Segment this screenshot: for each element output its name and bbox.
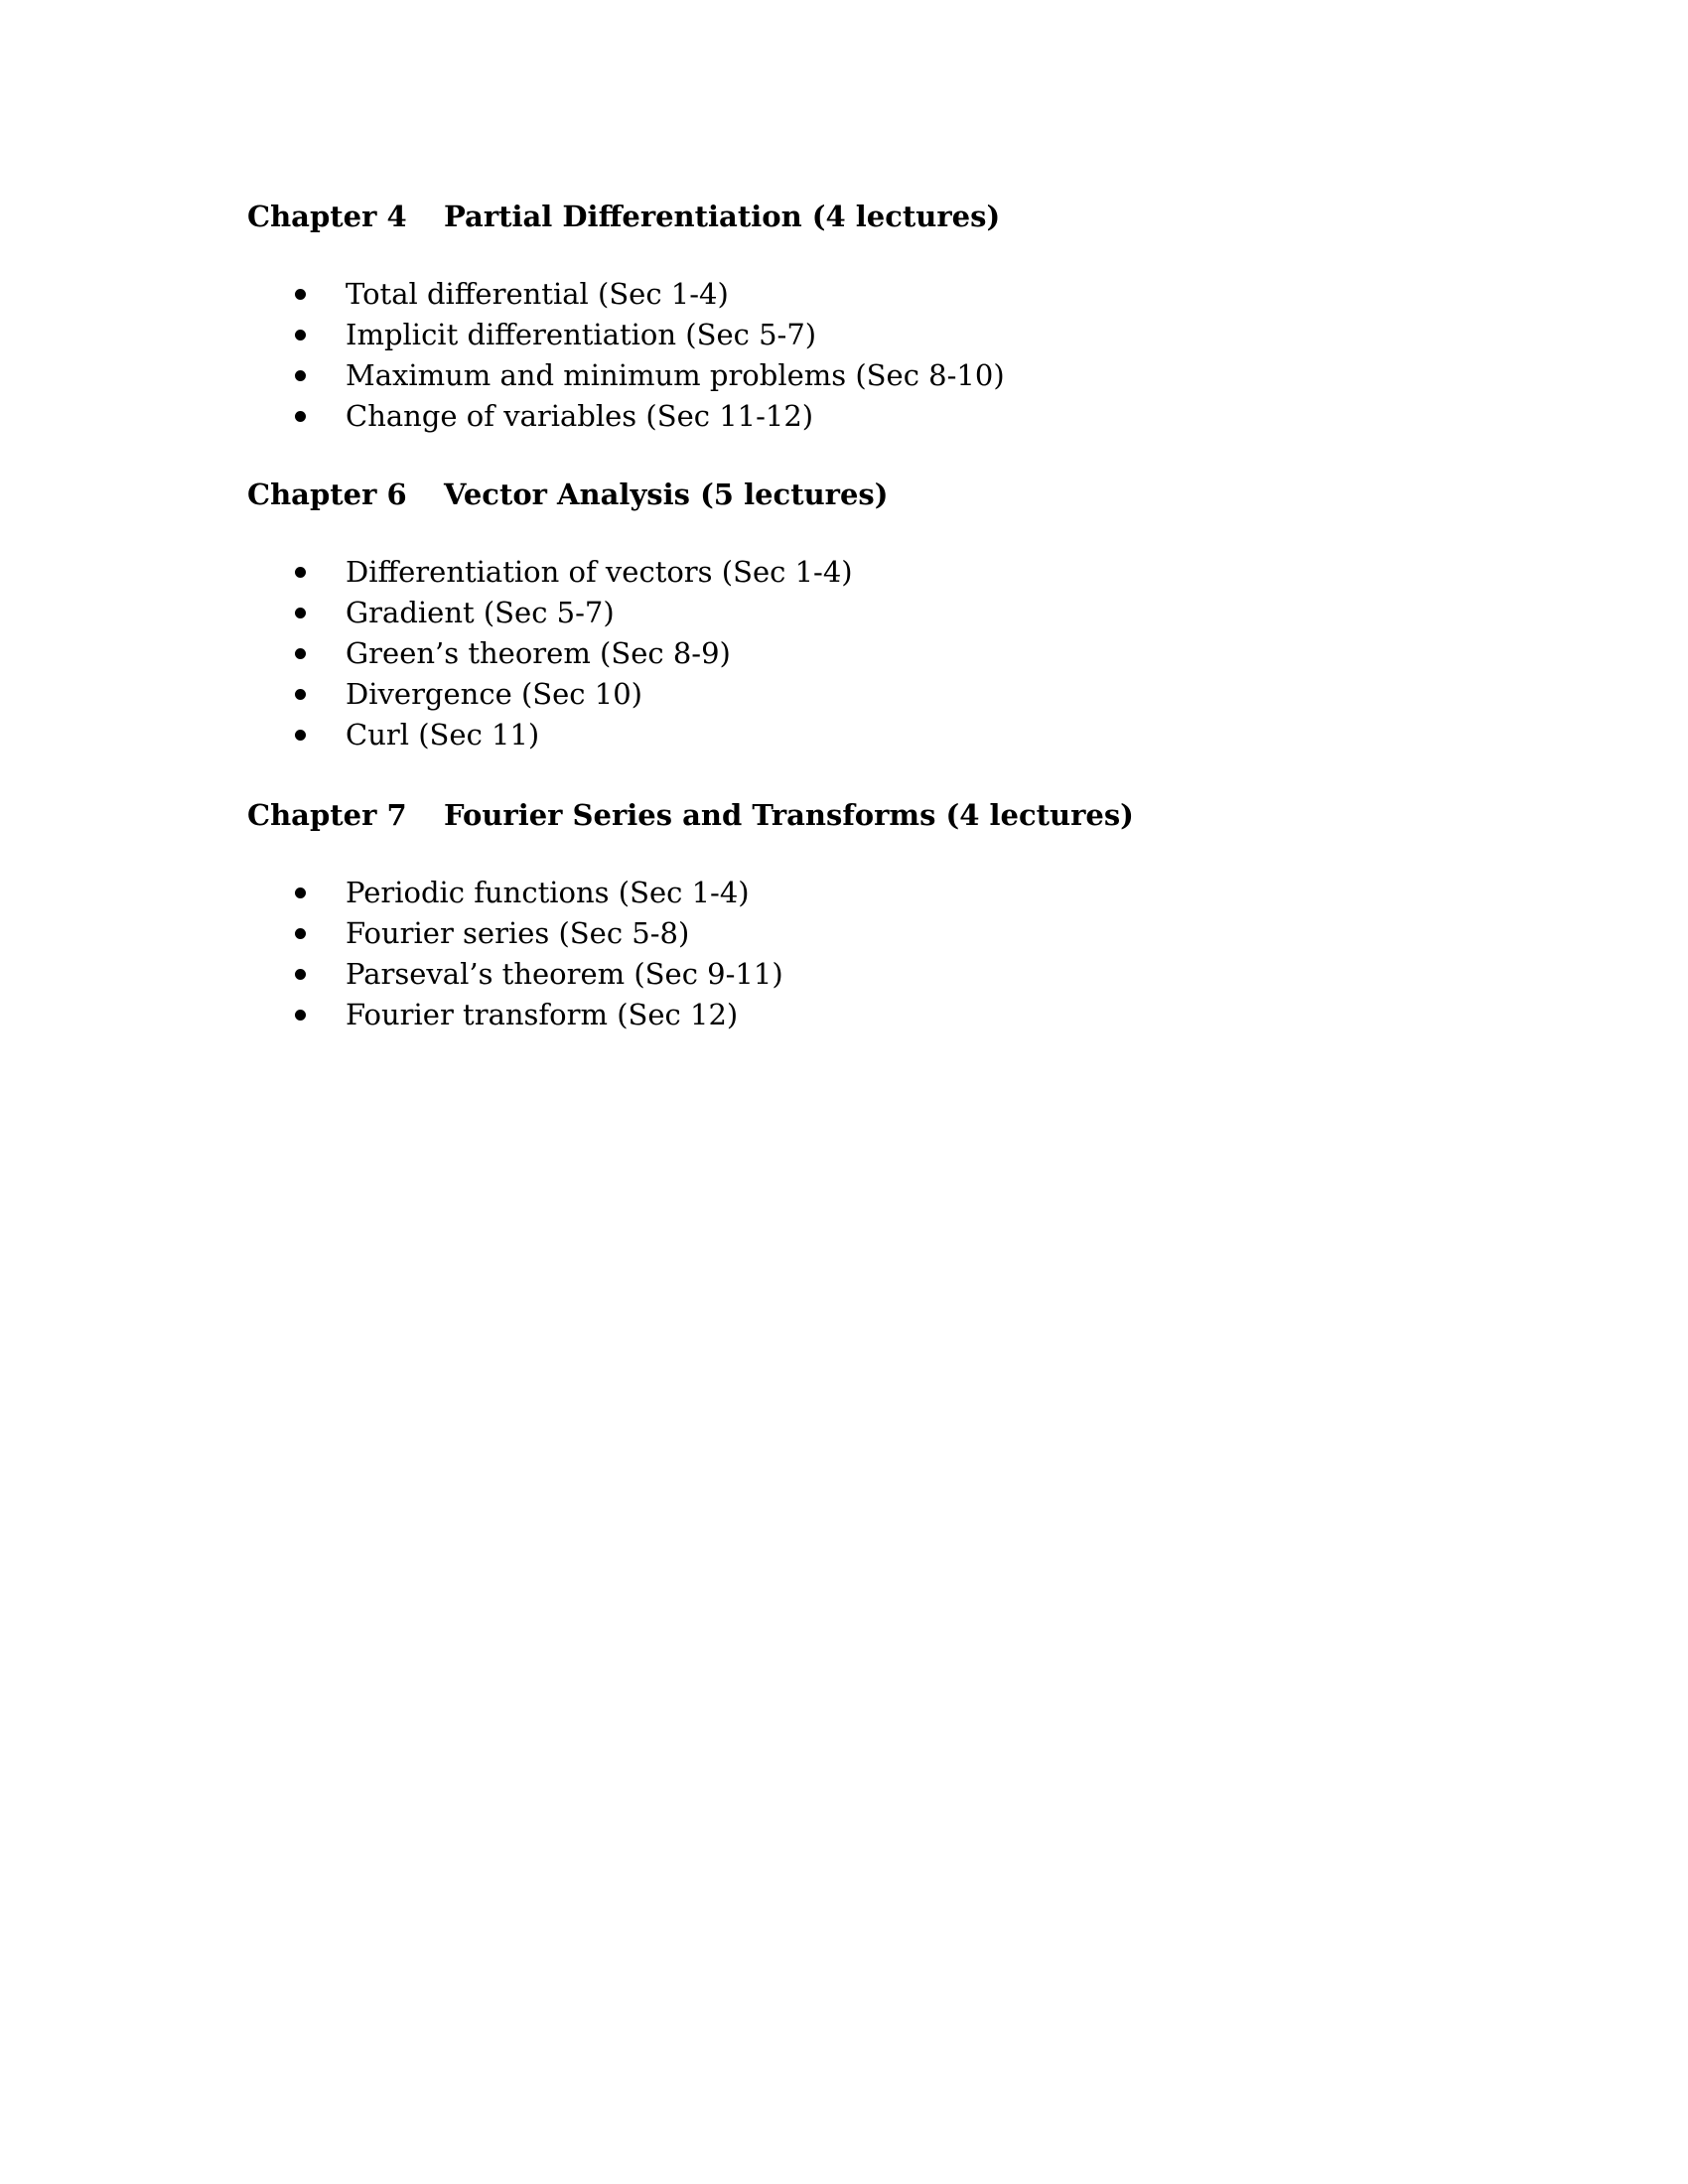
topic-text: Total differential (Sec 1-4) bbox=[346, 277, 729, 311]
bullet-icon bbox=[295, 730, 306, 741]
topic-list bbox=[247, 274, 1538, 437]
bullet-icon bbox=[295, 567, 306, 578]
list-item bbox=[247, 355, 1538, 396]
topic-text: Differentiation of vectors (Sec 1-4) bbox=[346, 555, 853, 589]
topic-text: Green’s theorem (Sec 8-9) bbox=[346, 636, 731, 670]
bullet-icon bbox=[295, 689, 306, 700]
chapter-number: Chapter 7 bbox=[247, 798, 407, 832]
list-item bbox=[247, 715, 1538, 755]
chapter-number: Chapter 4 bbox=[247, 200, 407, 233]
topic-text: Fourier transform (Sec 12) bbox=[346, 998, 739, 1031]
list-item bbox=[247, 954, 1538, 995]
bullet-icon bbox=[295, 411, 306, 422]
list-item bbox=[247, 274, 1538, 315]
bullet-icon bbox=[295, 887, 306, 898]
bullet-icon bbox=[295, 289, 306, 300]
topic-text: Change of variables (Sec 11-12) bbox=[346, 399, 814, 433]
list-item bbox=[247, 913, 1538, 954]
bullet-icon bbox=[295, 1010, 306, 1021]
bullet-icon bbox=[295, 370, 306, 381]
chapter-heading bbox=[247, 473, 1538, 516]
topic-text: Gradient (Sec 5-7) bbox=[346, 596, 615, 629]
list-item bbox=[247, 593, 1538, 633]
bullet-icon bbox=[295, 928, 306, 939]
bullet-icon bbox=[295, 608, 306, 618]
chapter-heading bbox=[247, 195, 1538, 238]
list-item bbox=[247, 873, 1538, 913]
list-item bbox=[247, 633, 1538, 674]
bullet-icon bbox=[295, 969, 306, 980]
topic-text: Periodic functions (Sec 1-4) bbox=[346, 876, 750, 909]
topic-text: Implicit differentiation (Sec 5-7) bbox=[346, 318, 817, 351]
chapter-4-section bbox=[247, 195, 1538, 437]
chapter-6-section bbox=[247, 473, 1538, 755]
chapter-title: Vector Analysis (5 lectures) bbox=[444, 478, 889, 511]
topic-text: Parseval’s theorem (Sec 9-11) bbox=[346, 957, 783, 991]
list-item bbox=[247, 995, 1538, 1035]
chapter-title: Fourier Series and Transforms (4 lectures) bbox=[444, 798, 1134, 832]
list-item bbox=[247, 396, 1538, 437]
topic-text: Curl (Sec 11) bbox=[346, 718, 540, 751]
bullet-icon bbox=[295, 330, 306, 341]
topic-list bbox=[247, 873, 1538, 1035]
chapter-heading bbox=[247, 793, 1538, 837]
chapter-7-section bbox=[247, 793, 1538, 1035]
list-item bbox=[247, 674, 1538, 715]
topic-text: Maximum and minimum problems (Sec 8-10) bbox=[346, 358, 1005, 392]
topic-text: Divergence (Sec 10) bbox=[346, 677, 642, 711]
bullet-icon bbox=[295, 648, 306, 659]
chapter-title: Partial Differentiation (4 lectures) bbox=[444, 200, 1001, 233]
topic-text: Fourier series (Sec 5-8) bbox=[346, 916, 690, 950]
list-item bbox=[247, 552, 1538, 593]
topic-list bbox=[247, 552, 1538, 755]
chapter-number: Chapter 6 bbox=[247, 478, 407, 511]
list-item bbox=[247, 315, 1538, 355]
